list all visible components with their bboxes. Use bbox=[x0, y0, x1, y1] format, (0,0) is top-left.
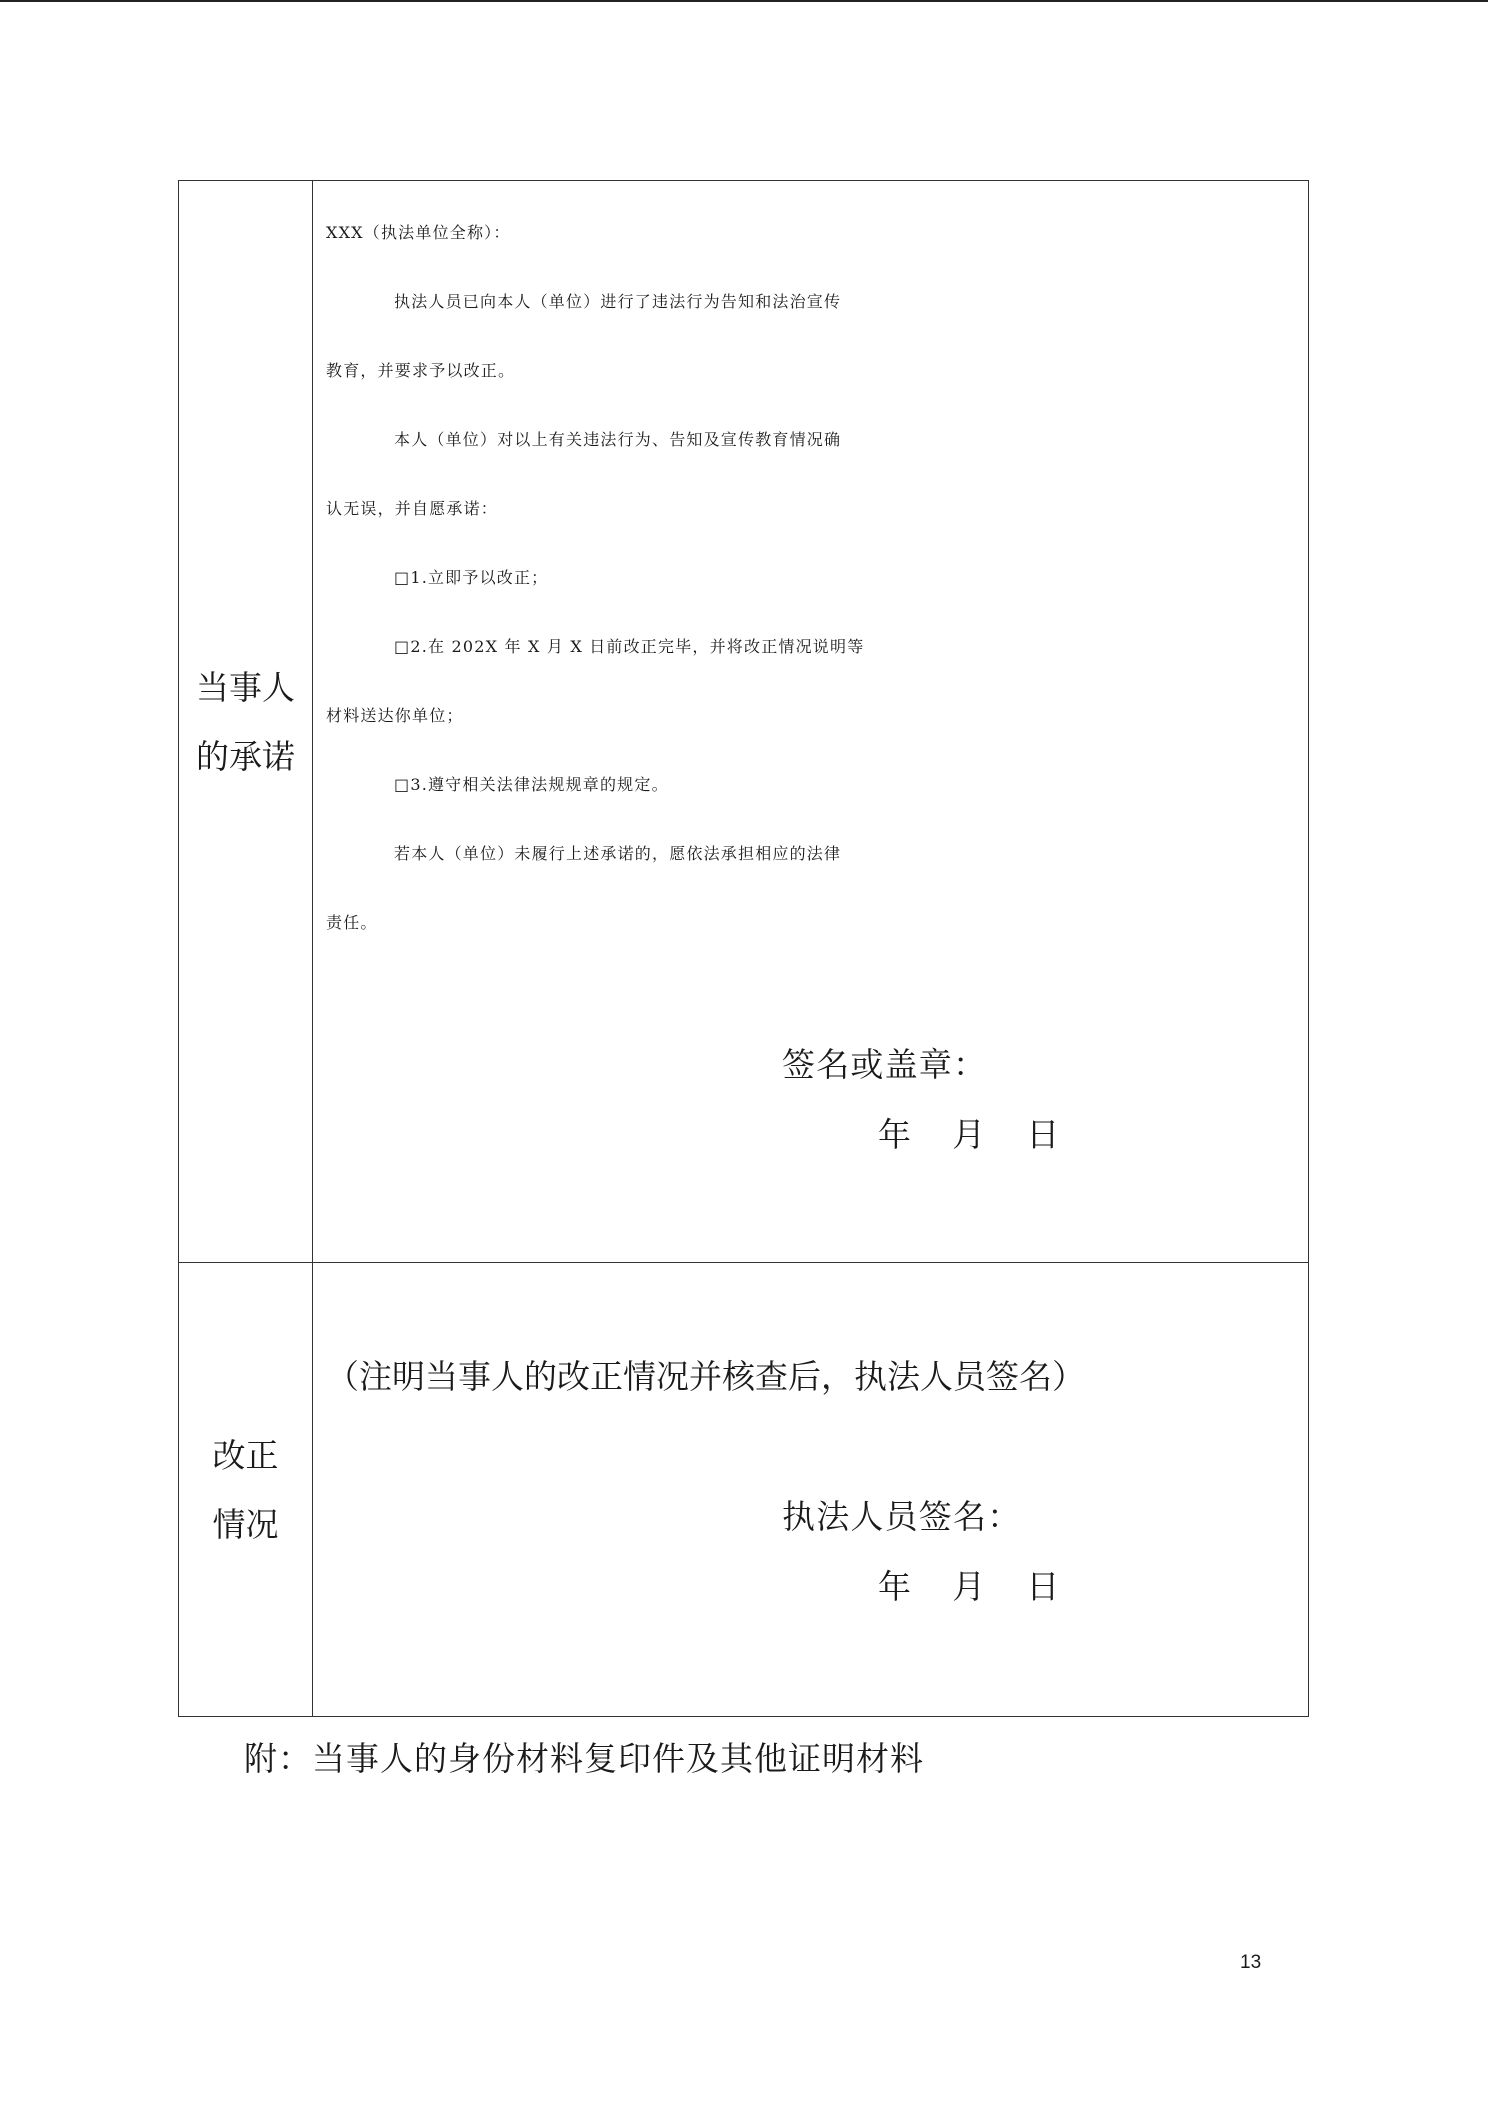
page-number: 13 bbox=[1240, 1952, 1262, 1973]
promise-date-line bbox=[878, 1100, 1101, 1169]
rectify-signature-label: 执法人员签名： bbox=[782, 1497, 1022, 1536]
para1-line1: 执法人员已向本人（单位）进行了违法行为告知和法治宣传 bbox=[394, 292, 842, 311]
rectify-label-line2: 情况 bbox=[212, 1504, 279, 1544]
option-2-line2: 材料送达你单位； bbox=[326, 706, 464, 725]
para2-line2: 认无误，并自愿承诺： bbox=[326, 499, 499, 518]
promise-date-month: 月 bbox=[952, 1115, 987, 1154]
option-2-line1: □2.在 202X 年 X 月 X 日前改正完毕，并将改正情况说明等 bbox=[394, 637, 865, 656]
rectify-date-year: 年 bbox=[878, 1567, 913, 1606]
top-border-line bbox=[0, 0, 1488, 2]
promise-label-line1: 当事人 bbox=[196, 667, 295, 707]
promise-date-day: 日 bbox=[1026, 1115, 1061, 1154]
para3-line2: 责任。 bbox=[326, 913, 378, 932]
rectify-label-cell bbox=[179, 1263, 313, 1716]
option-1: □1.立即予以改正； bbox=[394, 568, 549, 587]
addressee-line: XXX（执法单位全称）： bbox=[326, 223, 511, 242]
rectify-note: （注明当事人的改正情况并核查后，执法人员签名） bbox=[326, 1357, 1085, 1396]
para2-line1: 本人（单位）对以上有关违法行为、告知及宣传教育情况确 bbox=[394, 430, 842, 449]
promise-signature-label: 签名或盖章： bbox=[782, 1045, 988, 1084]
rectify-row bbox=[179, 1262, 1308, 1716]
attachment-note: 附：当事人的身份材料复印件及其他证明材料 bbox=[244, 1739, 924, 1778]
rectify-date-month: 月 bbox=[952, 1567, 987, 1606]
para3-line1: 若本人（单位）未履行上述承诺的，愿依法承担相应的法律 bbox=[394, 844, 842, 863]
rectify-label-line1: 改正 bbox=[212, 1435, 279, 1475]
promise-label-line2: 的承诺 bbox=[196, 736, 295, 776]
para1-line2: 教育，并要求予以改正。 bbox=[326, 361, 516, 380]
option-3: □3.遵守相关法律法规规章的规定。 bbox=[394, 775, 669, 794]
promise-body bbox=[326, 198, 1302, 957]
rectify-date-day: 日 bbox=[1026, 1567, 1061, 1606]
rectify-date-line bbox=[878, 1552, 1101, 1621]
promise-label-cell bbox=[179, 181, 313, 1262]
promise-date-year: 年 bbox=[878, 1115, 913, 1154]
